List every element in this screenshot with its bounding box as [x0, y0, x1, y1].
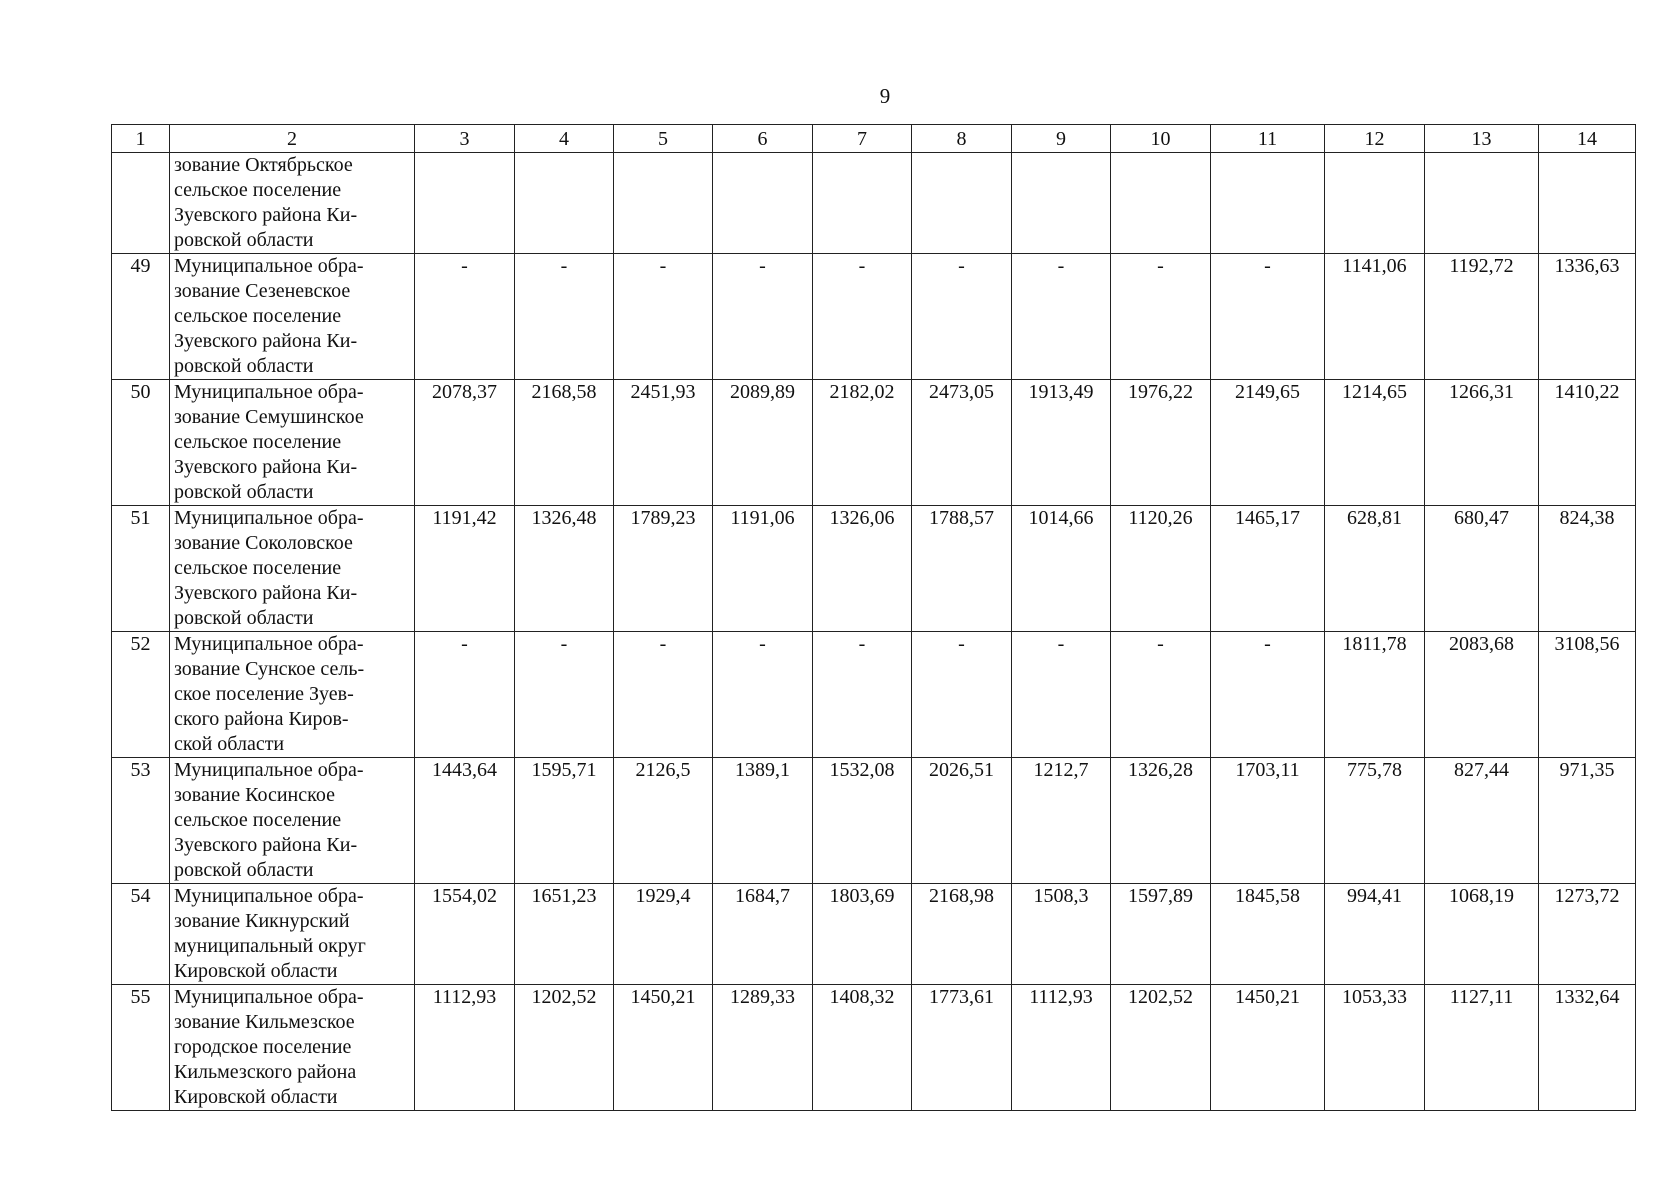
value-cell: 1289,33 — [713, 985, 813, 1111]
value-cell: 1212,7 — [1012, 758, 1111, 884]
value-cell: - — [1111, 254, 1211, 380]
value-cell: 775,78 — [1325, 758, 1425, 884]
value-cell: 1273,72 — [1539, 884, 1636, 985]
value-cell: 1845,58 — [1211, 884, 1325, 985]
value-cell: 1597,89 — [1111, 884, 1211, 985]
municipality-name-cell: Муниципальное обра- зование Сунское сель- ское поселение Зуев- ского района Киров- ской области — [170, 632, 415, 758]
table-row — [112, 985, 1636, 1111]
value-cell: 1976,22 — [1111, 380, 1211, 506]
column-number-cell: 12 — [1325, 125, 1425, 153]
municipality-name-cell: Муниципальное обра- зование Сезеневское сельское поселение Зуевского района Ки- ровской области — [170, 254, 415, 380]
value-cell: 1450,21 — [1211, 985, 1325, 1111]
value-cell: - — [1111, 632, 1211, 758]
value-cell — [1425, 153, 1539, 254]
value-cell: - — [614, 254, 713, 380]
value-cell: 1595,71 — [515, 758, 614, 884]
row-index-cell: 49 — [112, 254, 170, 380]
value-cell: 1192,72 — [1425, 254, 1539, 380]
row-index-cell — [112, 153, 170, 254]
value-cell: 1532,08 — [813, 758, 912, 884]
municipality-name-cell: Муниципальное обра- зование Семушинское сельское поселение Зуевского района Ки- ровской области — [170, 380, 415, 506]
value-cell: 1408,32 — [813, 985, 912, 1111]
value-cell: 1389,1 — [713, 758, 813, 884]
value-cell: 1811,78 — [1325, 632, 1425, 758]
value-cell: 680,47 — [1425, 506, 1539, 632]
column-number-row — [112, 125, 1636, 153]
value-cell — [515, 153, 614, 254]
row-index-cell: 54 — [112, 884, 170, 985]
table-row — [112, 254, 1636, 380]
value-cell: 2089,89 — [713, 380, 813, 506]
row-index-cell: 52 — [112, 632, 170, 758]
value-cell: 1014,66 — [1012, 506, 1111, 632]
column-number-cell: 1 — [112, 125, 170, 153]
municipality-name-cell: Муниципальное обра- зование Соколовское сельское поселение Зуевского района Ки- ровской области — [170, 506, 415, 632]
value-cell: - — [1211, 632, 1325, 758]
value-cell: 1191,42 — [415, 506, 515, 632]
value-cell: 1465,17 — [1211, 506, 1325, 632]
column-number-cell: 14 — [1539, 125, 1636, 153]
value-cell: 2168,58 — [515, 380, 614, 506]
value-cell: 2182,02 — [813, 380, 912, 506]
column-number-cell: 6 — [713, 125, 813, 153]
value-cell: 1773,61 — [912, 985, 1012, 1111]
value-cell: 1929,4 — [614, 884, 713, 985]
value-cell: 1326,48 — [515, 506, 614, 632]
value-cell: - — [515, 254, 614, 380]
value-cell: 1120,26 — [1111, 506, 1211, 632]
value-cell: 1202,52 — [515, 985, 614, 1111]
value-cell: - — [614, 632, 713, 758]
value-cell: - — [1012, 632, 1111, 758]
municipality-name-cell: Муниципальное обра- зование Кикнурский муниципальный округ Кировской области — [170, 884, 415, 985]
value-cell: 1554,02 — [415, 884, 515, 985]
municipality-name-cell: Муниципальное обра- зование Кильмезское городское поселение Кильмезского района Кировской области — [170, 985, 415, 1111]
table-row — [112, 506, 1636, 632]
value-cell — [1211, 153, 1325, 254]
value-cell: 1410,22 — [1539, 380, 1636, 506]
value-cell: 2078,37 — [415, 380, 515, 506]
value-cell — [912, 153, 1012, 254]
value-cell: 2149,65 — [1211, 380, 1325, 506]
value-cell: 1332,64 — [1539, 985, 1636, 1111]
value-cell — [1012, 153, 1111, 254]
value-cell: 1508,3 — [1012, 884, 1111, 985]
value-cell: - — [813, 632, 912, 758]
value-cell: 628,81 — [1325, 506, 1425, 632]
value-cell: 1703,11 — [1211, 758, 1325, 884]
value-cell: 1068,19 — [1425, 884, 1539, 985]
value-cell: - — [912, 254, 1012, 380]
value-cell: 1336,63 — [1539, 254, 1636, 380]
page-number: 9 — [879, 84, 891, 108]
value-cell — [813, 153, 912, 254]
value-cell: 1112,93 — [1012, 985, 1111, 1111]
data-table — [111, 124, 1636, 1111]
value-cell: - — [415, 254, 515, 380]
value-cell: 2473,05 — [912, 380, 1012, 506]
value-cell: 994,41 — [1325, 884, 1425, 985]
value-cell: 1450,21 — [614, 985, 713, 1111]
value-cell — [713, 153, 813, 254]
table-row — [112, 632, 1636, 758]
value-cell — [1539, 153, 1636, 254]
value-cell: 1326,06 — [813, 506, 912, 632]
value-cell: 1214,65 — [1325, 380, 1425, 506]
value-cell: 2083,68 — [1425, 632, 1539, 758]
column-number-cell: 13 — [1425, 125, 1539, 153]
value-cell: - — [713, 632, 813, 758]
value-cell: 1803,69 — [813, 884, 912, 985]
value-cell: 3108,56 — [1539, 632, 1636, 758]
row-index-cell: 51 — [112, 506, 170, 632]
value-cell: - — [813, 254, 912, 380]
column-number-cell: 10 — [1111, 125, 1211, 153]
value-cell: - — [1211, 254, 1325, 380]
value-cell — [1111, 153, 1211, 254]
column-number-cell: 11 — [1211, 125, 1325, 153]
column-number-cell: 3 — [415, 125, 515, 153]
value-cell: 1112,93 — [415, 985, 515, 1111]
value-cell: 1053,33 — [1325, 985, 1425, 1111]
value-cell: - — [713, 254, 813, 380]
value-cell — [614, 153, 713, 254]
value-cell: 2168,98 — [912, 884, 1012, 985]
value-cell: - — [415, 632, 515, 758]
value-cell: - — [912, 632, 1012, 758]
value-cell — [1325, 153, 1425, 254]
value-cell: 1127,11 — [1425, 985, 1539, 1111]
column-number-cell: 7 — [813, 125, 912, 153]
column-number-cell: 2 — [170, 125, 415, 153]
value-cell: 1191,06 — [713, 506, 813, 632]
column-number-cell: 9 — [1012, 125, 1111, 153]
column-number-cell: 5 — [614, 125, 713, 153]
municipality-name-cell: зование Октябрьское сельское поселение Зуевского района Ки- ровской области — [170, 153, 415, 254]
value-cell: - — [1012, 254, 1111, 380]
row-index-cell: 53 — [112, 758, 170, 884]
row-index-cell: 50 — [112, 380, 170, 506]
value-cell: 1141,06 — [1325, 254, 1425, 380]
value-cell: 1788,57 — [912, 506, 1012, 632]
column-number-cell: 8 — [912, 125, 1012, 153]
value-cell: 1913,49 — [1012, 380, 1111, 506]
table-row — [112, 884, 1636, 985]
table-body — [112, 125, 1636, 1111]
value-cell: 1326,28 — [1111, 758, 1211, 884]
column-number-cell: 4 — [515, 125, 614, 153]
value-cell: 2451,93 — [614, 380, 713, 506]
municipality-name-cell: Муниципальное обра- зование Косинское сельское поселение Зуевского района Ки- ровской области — [170, 758, 415, 884]
value-cell: 2126,5 — [614, 758, 713, 884]
value-cell: - — [515, 632, 614, 758]
table-row — [112, 380, 1636, 506]
value-cell: 824,38 — [1539, 506, 1636, 632]
value-cell: 1202,52 — [1111, 985, 1211, 1111]
value-cell: 827,44 — [1425, 758, 1539, 884]
value-cell: 2026,51 — [912, 758, 1012, 884]
value-cell: 1443,64 — [415, 758, 515, 884]
value-cell — [415, 153, 515, 254]
table-row — [112, 758, 1636, 884]
value-cell: 1266,31 — [1425, 380, 1539, 506]
value-cell: 971,35 — [1539, 758, 1636, 884]
value-cell: 1789,23 — [614, 506, 713, 632]
row-index-cell: 55 — [112, 985, 170, 1111]
value-cell: 1684,7 — [713, 884, 813, 985]
table-row — [112, 153, 1636, 254]
value-cell: 1651,23 — [515, 884, 614, 985]
